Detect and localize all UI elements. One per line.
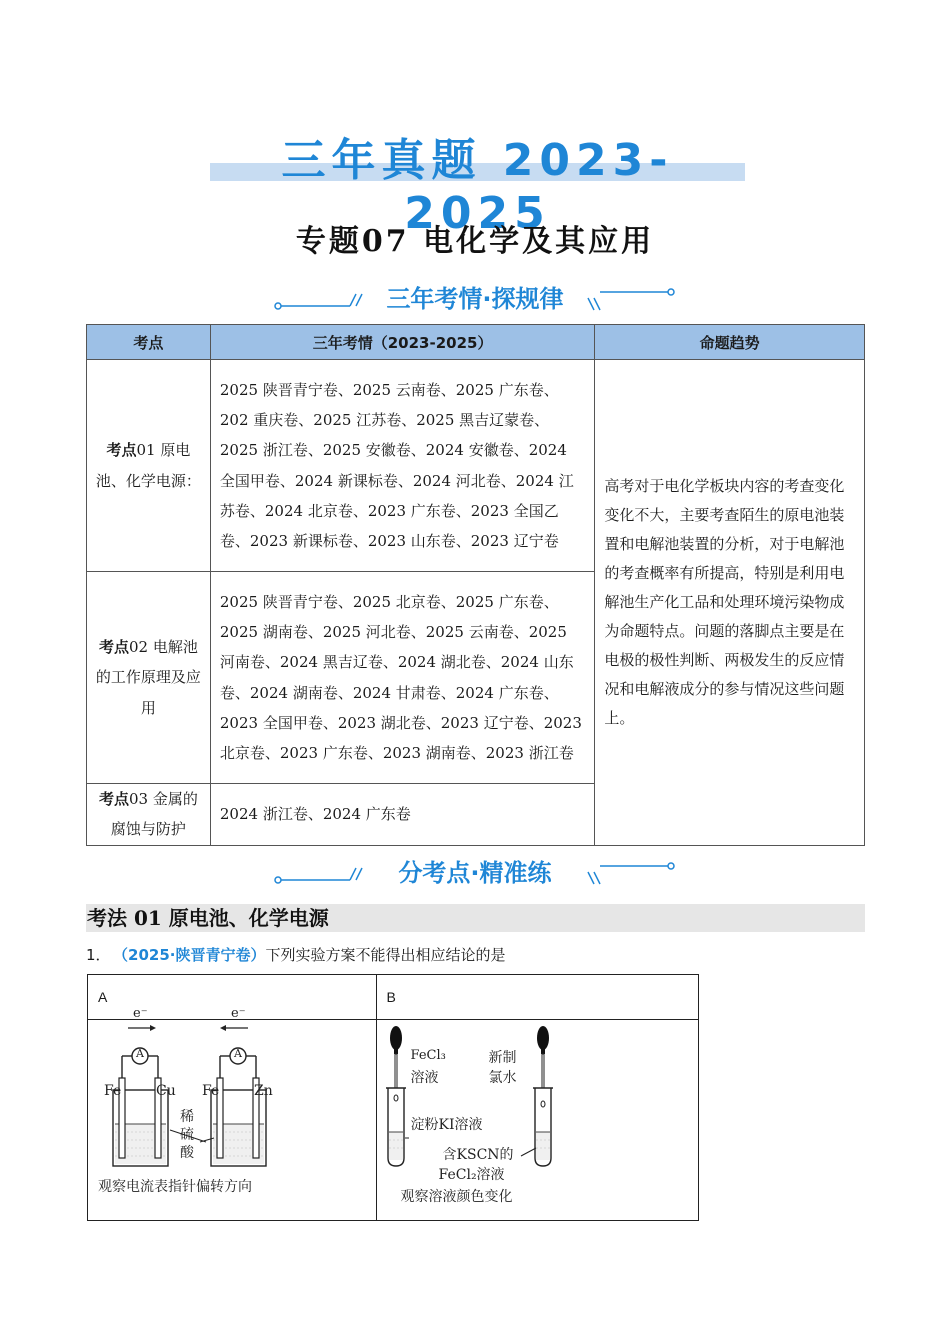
electrode-label: Fe [104,1083,122,1099]
section-title: 三年考情·探规律 [386,285,564,313]
acid-label-3: 酸 [180,1145,194,1161]
kaodian-cell [87,572,211,784]
kaodian-label: 03 金属的腐蚀与防护 [110,790,198,839]
chlorine-water-label-2: 氯水 [488,1070,517,1086]
kaodian-label: 02 电解池的工作原理及应用 [95,638,201,717]
acid-label-2: 硫 [180,1127,194,1143]
option-label-b: B [376,975,698,1020]
electron-label-right: e⁻ [231,1006,246,1021]
electrode-label: Zn [254,1083,273,1099]
method-title: 考法 01 原电池、化学电源 [87,906,329,930]
kaodian-cell [87,360,211,572]
option-b-figure [376,1020,698,1221]
option-label-a: A [88,975,377,1020]
years-cell: 2024 浙江卷、2024 广东卷 [210,784,594,846]
method-header [86,902,865,931]
trend-cell: 高考对于电化学板块内容的考查变化变化不大，主要考查陌生的原电池装置和电解池装置的分析，对于电解池的考查概率有所提高，特别是利用电解池生产化工品和处理环境污染物成为命题特点。问题的落脚点主要是在电极的极性判断、两极发生的反应情况和电解液成分的参与情况这些问题上。 [595,360,865,846]
kaodian-cell [87,784,211,846]
question-number: 1． [86,946,111,964]
electron-label-left: e⁻ [133,1006,148,1021]
section-header-practice [270,856,680,890]
section-title: 分考点·精准练 [398,859,552,887]
kscn-label-1: 含KSCN的 [442,1147,514,1163]
section-header-kaoqing [270,282,680,316]
table-row [87,360,865,572]
years-cell: 2025 陕晋青宁卷、2025 云南卷、2025 广东卷、202 重庆卷、2025 江苏卷、2025 黑吉辽蒙卷、2025 浙江卷、2025 安徽卷、2024 安徽卷、2024 全国甲卷、2024 新课标卷、2024 河北卷、2024 江苏卷、2024 北京卷、2023 广东卷、2023 全国乙卷、2023 新课标卷、2023 山东卷、2023 辽宁卷 [210,360,594,572]
kaodian-prefix: 考点 [99,790,130,808]
fecl3-label-1: FeCl₃ [410,1048,446,1063]
kaoqing-table [86,324,865,846]
electrode-label: Fe [202,1083,220,1099]
option-label-row [88,975,699,1020]
topic-title: 专题07 电化学及其应用 [295,224,655,259]
acid-label-1: 稀 [180,1109,194,1125]
electrode-label: Cu [156,1083,176,1099]
ammeter-label-right: A [234,1047,242,1060]
header-kaodian: 考点 [87,325,211,360]
ammeter-label-left: A [136,1047,144,1060]
header-trend: 命题趋势 [595,325,865,360]
fecl3-label-2: 溶液 [410,1070,439,1086]
option-b-caption: 观察溶液颜色变化 [400,1189,513,1205]
table-header-row [87,325,865,360]
question-stem: 下列实验方案不能得出相应结论的是 [265,946,506,964]
ki-solution-label: 淀粉KI溶液 [410,1117,483,1133]
banner-title: 三年真题 2023-2025 [281,135,674,239]
kaodian-prefix: 考点 [106,441,137,460]
kaodian-prefix: 考点 [99,638,130,657]
kaodian-label: 01 原电池、化学电源： [95,441,201,490]
option-figure-row [88,1020,699,1221]
years-cell: 2025 陕晋青宁卷、2025 北京卷、2025 广东卷、2025 湖南卷、2025 河北卷、2025 云南卷、2025 河南卷、2024 黑吉辽卷、2024 湖北卷、2024 山东卷、2024 湖南卷、2024 甘肃卷、2024 广东卷、2023 全国甲卷、2023 湖北卷、2023 辽宁卷、2023 北京卷、2023 广东卷、2023 湖南卷、2023 浙江卷 [210,572,594,784]
question-1 [86,944,506,965]
experiment-table [87,974,699,1221]
chlorine-water-label-1: 新制 [488,1050,517,1066]
question-source: （2025·陕晋青宁卷） [120,946,266,964]
header-kaoqing: 三年考情（2023-2025） [210,325,594,360]
kscn-label-2: FeCl₂溶液 [438,1167,505,1183]
option-a-figure [88,1006,377,1221]
option-a-caption: 观察电流表指针偏转方向 [98,1179,252,1195]
banner [210,122,745,239]
